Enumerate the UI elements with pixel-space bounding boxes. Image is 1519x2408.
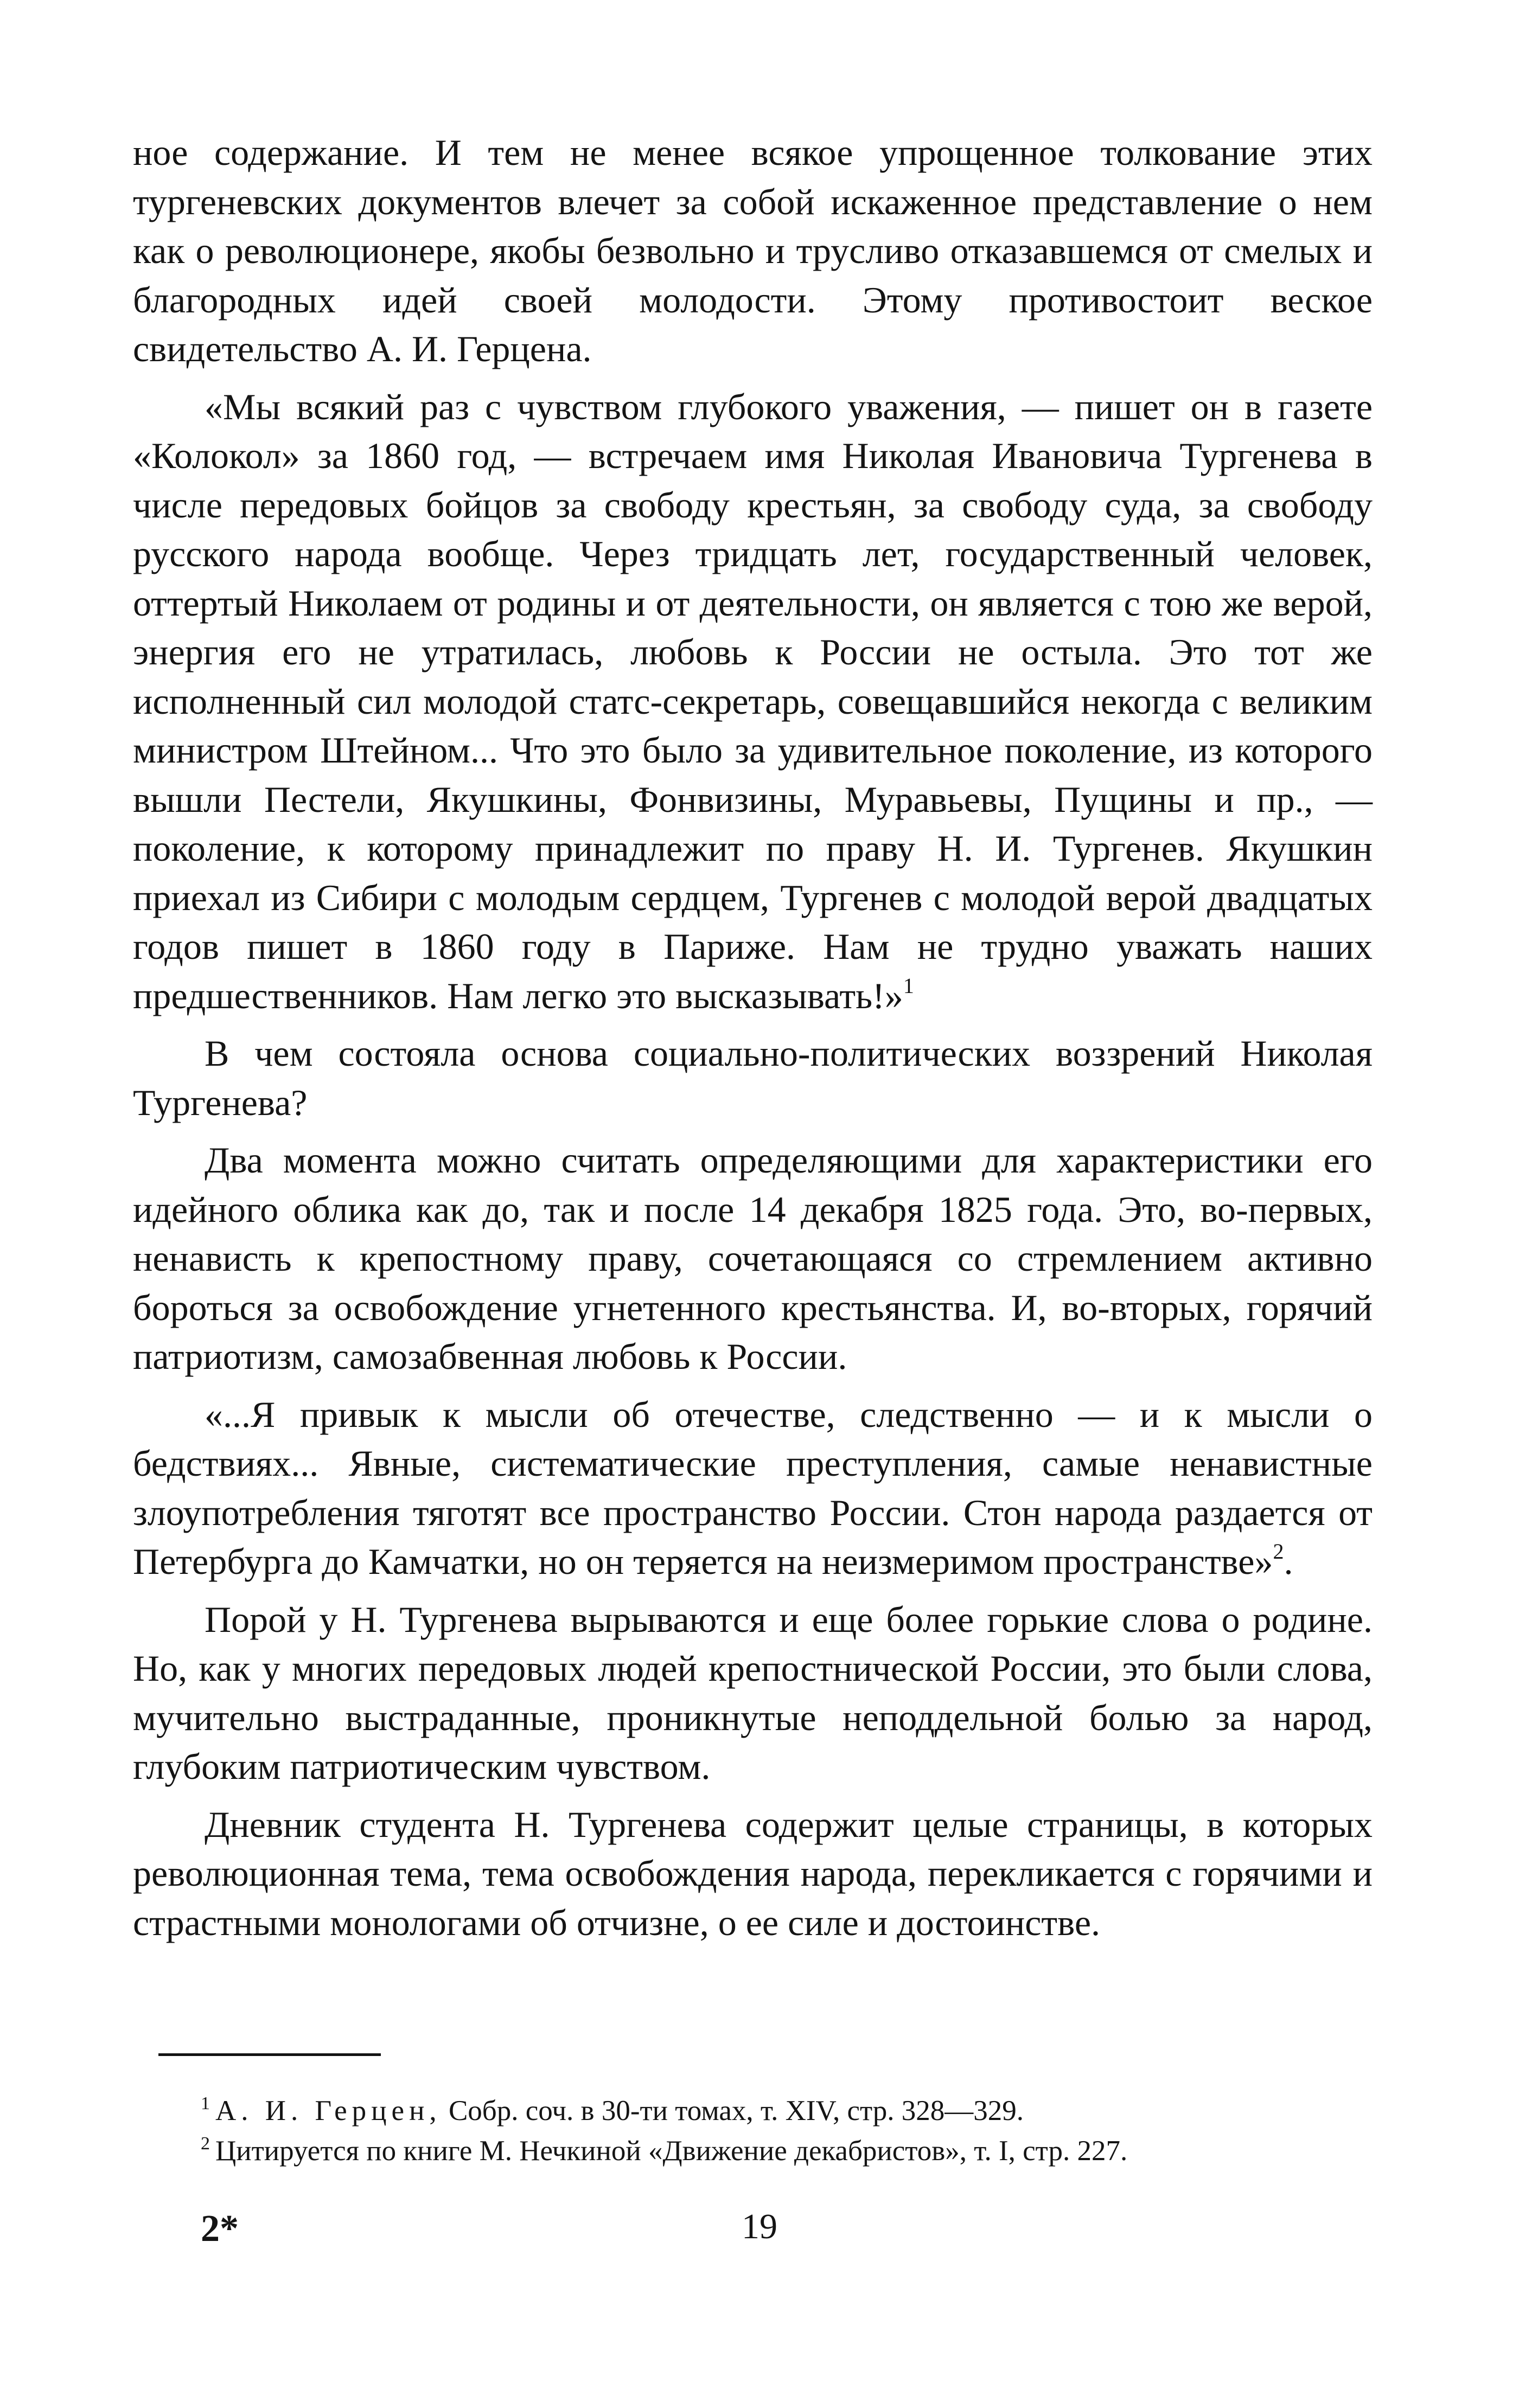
- footnote-1-author: А. И. Герцен,: [215, 2095, 442, 2127]
- paragraph-6: [133, 1595, 1373, 1791]
- paragraph-1-text: ное содержание. И тем не менее всякое упрощенное толкование этих тургеневских документов влечет за собой искаженное представление о нем как о революционере, якобы безвольно и трусливо отказавшемся от смелых и благородных идей своей молодости. Этому противостоит веское свидетельство А. И. Герцена.: [133, 132, 1373, 369]
- footnote-2-text: Цитируется по книге М. Нечкиной «Движение декабристов», т. I, стр. 227.: [215, 2135, 1128, 2167]
- paragraph-4: [133, 1136, 1373, 1381]
- footnote-divider: [158, 2053, 381, 2056]
- paragraph-7: [133, 1800, 1373, 1948]
- footnote-1: [201, 2091, 1378, 2131]
- footnote-2-mark: 2: [201, 2134, 210, 2154]
- paragraph-7-text: Дневник студента Н. Тургенева содержит целые страницы, в которых революционная тема, тема освобождения народа, перекликается с горячими и страстными монологами об отчизне, о ее силе и достоинстве.: [133, 1803, 1373, 1943]
- paragraph-4-text: Два момента можно считать определяющими для характеристики его идейного облика как до, так и после 14 декабря 1825 года. Это, во-первых, ненависть к крепостному праву, сочетающаяся со стремлением активно бороться за освобождение угнетенного крестьянства. И, во-вторых, горячий патриотизм, самозабвенная любовь к России.: [133, 1139, 1373, 1377]
- paragraph-6-text: Порой у Н. Тургенева вырываются и еще более горькие слова о родине. Но, как у многих передовых людей крепостнической России, это были слова, мучительно выстраданные, проникнутые неподдельной болью за народ, глубоким патриотическим чувством.: [133, 1598, 1373, 1787]
- printer-signature: 2*: [201, 2208, 239, 2250]
- footnote-2: [201, 2131, 1378, 2171]
- paragraph-5-quote: [133, 1390, 1373, 1586]
- paragraph-5-text: «...Я привык к мысли об отечестве, следственно — и к мысли о бедствиях... Явные, систематические преступления, самые ненавистные злоупотребления тяготят все пространство России. Стон народа раздается от Петербурга до Камчатки, но он теряется на неизмеримом пространстве»: [133, 1393, 1373, 1582]
- paragraph-2-herzen-quote: [133, 382, 1373, 1021]
- paragraph-1: [133, 128, 1373, 374]
- page-number: 19: [742, 2207, 777, 2246]
- paragraph-5-end: .: [1284, 1541, 1293, 1582]
- paragraph-2-text: «Мы всякий раз с чувством глубокого уважения, — пишет он в газете «Колокол» за 1860 год, — встречаем имя Николая Ивановича Тургенева в числе передовых бойцов за свободу крестьян, за свободу суда, за свободу русского народа вообще. Через тридцать лет, государственный человек, оттертый Николаем от родины и от деятельности, он является с тою же верой, энергия его не утратилась, любовь к России не остыла. Это тот же исполненный сил молодой статс-секретарь, совещавшийся некогда с великим министром Штейном... Что это было за удивительное поколение, из которого вышли Пестели, Якушкины, Фонвизины, Муравьевы, Пущины и пр., — поколение, к которому принадлежит по праву Н. И. Тургенев. Якушкин приехал из Сибири с молодым сердцем, Тургенев с молодой верой двадцатых годов пишет в 1860 году в Париже. Нам не трудно уважать наших предшественников. Нам легко это высказывать!»: [133, 386, 1373, 1016]
- footnote-ref-2: 2: [1273, 1539, 1284, 1564]
- footnotes: [201, 2091, 1378, 2171]
- footnote-1-text: Собр. соч. в 30-ти томах, т. XIV, стр. 328—329.: [441, 2095, 1024, 2127]
- paragraph-3-text: В чем состояла основа социально-политических воззрений Николая Тургенева?: [133, 1033, 1373, 1123]
- footnote-1-mark: 1: [201, 2093, 210, 2114]
- main-text: [133, 128, 1373, 1956]
- footnote-ref-1: 1: [903, 973, 914, 998]
- paragraph-3-question: [133, 1029, 1373, 1127]
